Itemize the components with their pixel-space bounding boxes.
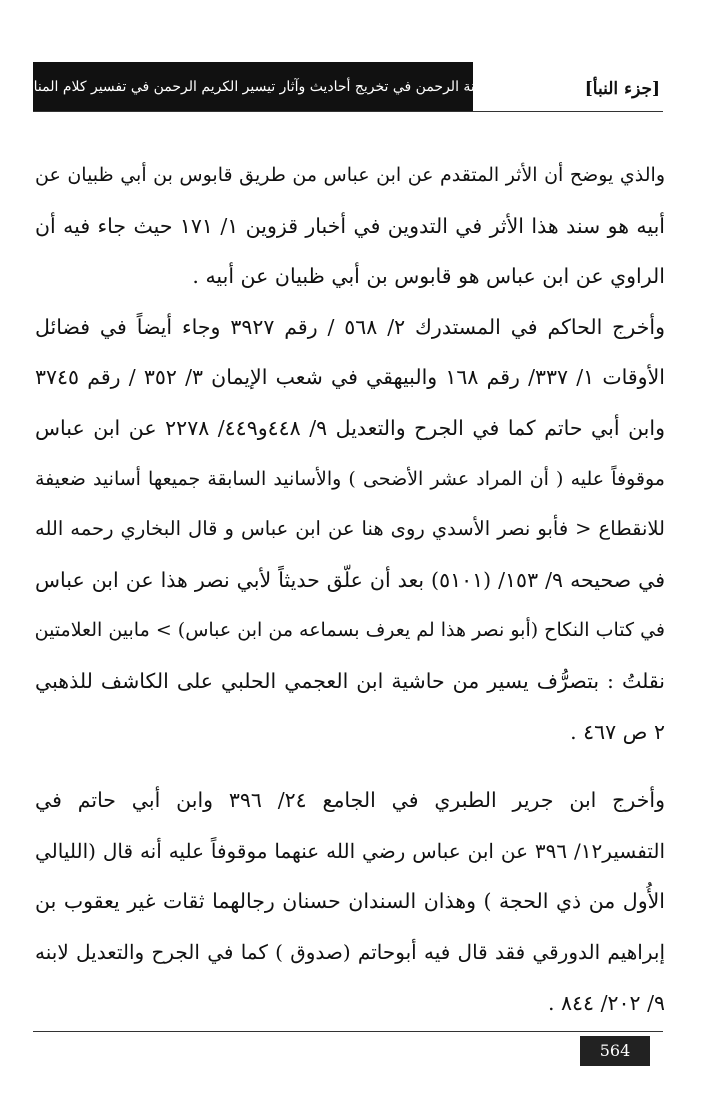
- text-line: الراوي عن ابن عباس هو قابوس بن أبي ظبيان عن أبيه .: [192, 264, 665, 289]
- paragraph-spacer: [35, 757, 665, 775]
- text-line: إبراهيم الدورقي فقد قال فيه أبوحاتم (صدوق ) كما في الجرح والتعديل لابنه: [35, 939, 665, 964]
- footer-divider: [33, 1031, 663, 1032]
- paragraph-2: [35, 302, 665, 757]
- section-label: [جزء النبأ]: [584, 79, 660, 99]
- text-line: والذي يوضح أن الأثر المتقدم عن ابن عباس من طريق قابوس بن أبي ظبيان عن: [35, 164, 665, 186]
- text-line: الأُول من ذي الحجة ) وهذان السندان حسنان رجالهما ثقات غير يعقوب بن: [35, 889, 665, 914]
- text-line: الأوقات ١/ ٣٣٧/ رقم ١٦٨ والبيهقي في شعب الإيمان ٣/ ٣٥٢ / رقم ٣٧٤٥: [35, 365, 665, 390]
- page-number: 564: [580, 1036, 650, 1066]
- text-line: أبيه هو سند هذا الأثر في التدوين في أخبار قزوين ١/ ١٧١ حيث جاء فيه أن: [35, 213, 665, 238]
- text-line: في صحيحه ٩/ ١٥٣/ (٥١٠١) بعد أن علّق حديثاً لأبي نصر هذا عن ابن عباس: [35, 567, 666, 592]
- text-line: وأخرج ابن جرير الطبري في الجامع ٢٤/ ٣٩٦ وابن أبي حاتم في: [35, 788, 665, 813]
- header-divider: [33, 111, 663, 112]
- text-line: التفسير١٢/ ٣٩٦ عن ابن عباس رضي الله عنهما موقوفاً عليه أنه قال (الليالي: [35, 838, 665, 863]
- text-line: ٩/ ٢٠٢/ ٨٤٤ .: [547, 990, 665, 1015]
- text-line: موقوفاً عليه ( أن المراد عشر الأضحى ) والأسانيد السابقة جميعها أسانيد ضعيفة: [35, 467, 665, 490]
- text-line: ٢ ص ٤٦٧ .: [570, 719, 665, 744]
- text-line: للانقطاع < فأبو نصر الأسدي روى هنا عن ابن عباس و قال البخاري رحمه الله: [35, 517, 665, 541]
- text-line: وأخرج الحاكم في المستدرك ٢/ ٥٦٨ / رقم ٣٩٢٧ وجاء أيضاً في فضائل: [35, 314, 665, 339]
- paragraph-3: [35, 775, 665, 1028]
- text-line: وابن أبي حاتم كما في الجرح والتعديل ٩/ ٤٤٨و٤٤٩/ ٢٢٧٨ عن ابن عباس: [35, 415, 665, 440]
- book-title: منة الرحمن في تخريج أحاديث وآثار تيسير الكريم الرحمن في تفسير كلام المنان: [23, 78, 483, 95]
- text-line: في كتاب النكاح (أبو نصر هذا لم يعرف بسماعه من ابن عباس) > مابين العلامتين: [34, 619, 665, 642]
- header-title-bar: [23, 62, 483, 111]
- text-line: نقلتُ : بتصرُّف يسير من حاشية ابن العجمي الحلبي على الكاشف للذهبي: [35, 668, 665, 693]
- paragraph-1: [35, 150, 665, 302]
- page-body: [35, 150, 665, 1028]
